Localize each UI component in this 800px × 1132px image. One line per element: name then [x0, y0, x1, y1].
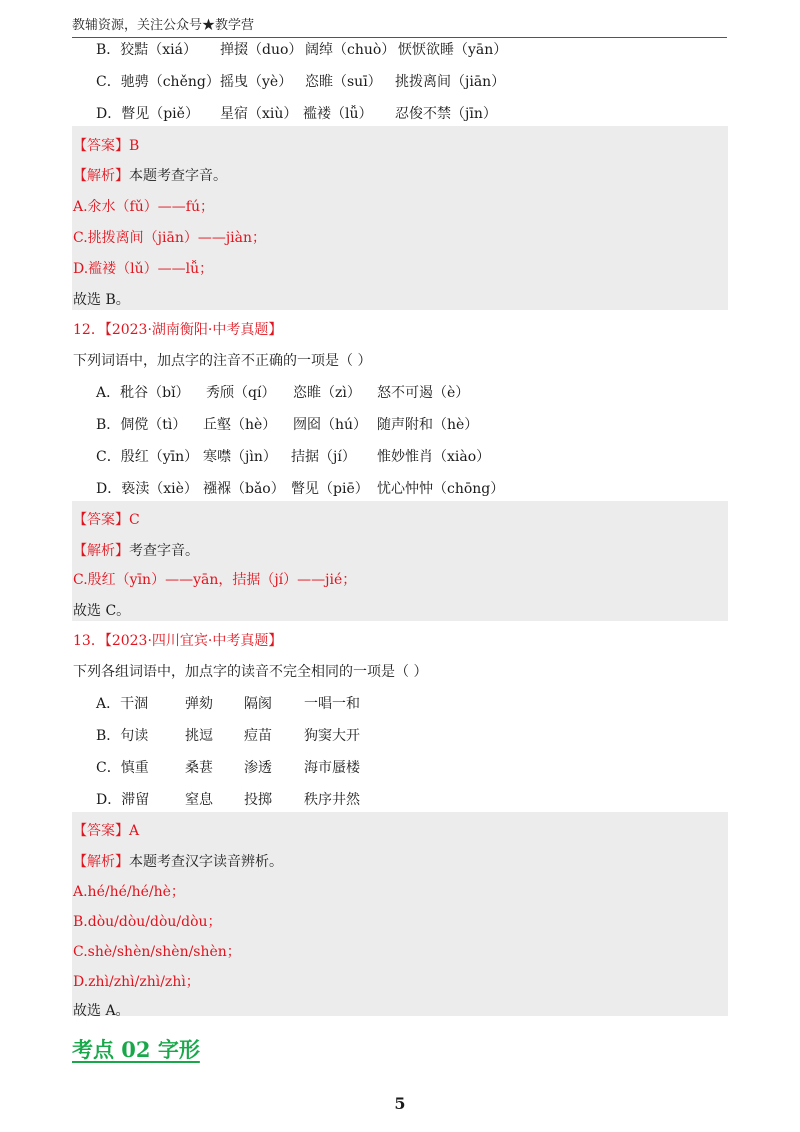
q12-number: 12．	[73, 322, 105, 338]
q13-analysis	[73, 851, 283, 871]
q11-option-b-word-1: B．狡黠（xiá）	[96, 42, 198, 58]
q12-option-a-word-2: 秀颀（qí）	[206, 385, 276, 401]
q11-answer-box	[72, 126, 728, 310]
q13-analysis-line-2: B.dòu/dòu/dòu/dòu；	[73, 914, 222, 930]
q12-analysis-label: 【解析】	[73, 543, 129, 559]
q11-answer: 【答案】B	[73, 138, 140, 154]
q12-option-c-word-3: 拮据（jí）	[291, 449, 356, 465]
q13-option-b-word-2: 挑逗	[185, 728, 213, 744]
q13-stem: 下列各组词语中，加点字的读音不完全相同的一项是（ ）	[73, 664, 428, 680]
q12-conclusion: 故选 C。	[73, 603, 131, 619]
q12-option-d-word-3: 瞥见（piē）	[291, 481, 369, 497]
q13-option-c-word-3: 渗透	[244, 760, 272, 776]
q13-option-c-word-4: 海市蜃楼	[304, 760, 360, 776]
q12-option-a-word-1: A．秕谷（bǐ）	[96, 385, 190, 401]
q12-analysis-line-1: C.殷红（yīn）——yān，拮据（jí）——jié；	[73, 572, 357, 588]
q13-analysis-line-4: D.zhì/zhì/zhì/zhì；	[73, 974, 200, 990]
q12-answer: 【答案】C	[73, 512, 140, 528]
q11-option-c-word-3: 恣睢（suī）	[305, 74, 382, 90]
q13-option-d-word-2: 窒息	[185, 792, 213, 808]
q13-answer: 【答案】A	[73, 823, 140, 839]
q12-option-a-word-3: 恣睢（zì）	[293, 385, 361, 401]
q13-option-b-word-1: B．句读	[96, 728, 149, 744]
q13-source: 【2023·四川宜宾·中考真题】	[104, 633, 283, 649]
q12-option-d-word-2: 襁褓（bǎo）	[203, 481, 285, 497]
q12-option-d-word-1: D．亵渎（xiè）	[96, 481, 198, 497]
q12-option-a-word-4: 怒不可遏（è）	[377, 385, 470, 401]
q12-option-c-word-2: 寒噤（jìn）	[203, 449, 277, 465]
q11-analysis-text: 本题考查字音。	[129, 168, 227, 184]
q12-option-c-word-4: 惟妙惟肖（xiào）	[377, 449, 491, 465]
q11-analysis-label: 【解析】	[73, 168, 129, 184]
q12-source: 【2023·湖南衡阳·中考真题】	[104, 322, 283, 338]
section-heading: 考点 02 字形	[72, 1037, 200, 1062]
q13-option-a-word-2: 弹劾	[185, 696, 213, 712]
q11-option-c-word-4: 挑拨离间（jiān）	[395, 74, 506, 90]
q11-option-d-word-3: 褴褛（lǚ）	[303, 106, 373, 122]
q11-option-b-word-4: 恹恹欲睡（yān）	[398, 42, 508, 58]
q13-analysis-label: 【解析】	[73, 854, 129, 870]
q11-conclusion: 故选 B。	[73, 292, 130, 308]
q12-analysis-text: 考查字音。	[129, 543, 199, 559]
q13-heading	[73, 630, 282, 650]
q13-option-b-word-3: 痘苗	[244, 728, 272, 744]
q11-option-c-word-1: C．驰骋（chěng）	[96, 74, 220, 90]
q11-option-d-word-2: 星宿（xiù）	[220, 106, 298, 122]
q13-option-d-word-3: 投掷	[244, 792, 272, 808]
q12-stem: 下列词语中，加点字的注音不正确的一项是（ ）	[73, 353, 372, 369]
q13-option-c-word-2: 桑葚	[185, 760, 213, 776]
q12-option-b-word-3: 囫囵（hú）	[293, 417, 368, 433]
q11-option-b-word-2: 掸掇（duo）	[220, 42, 303, 58]
q12-option-d-word-4: 忧心忡忡（chōng）	[377, 481, 505, 497]
q13-option-b-word-4: 狗窦大开	[304, 728, 360, 744]
q13-option-d-word-1: D．滞留	[96, 792, 150, 808]
q12-answer-box	[72, 501, 728, 621]
page-header: 教辅资源，关注公众号★教学营	[72, 14, 727, 38]
q13-analysis-line-3: C.shè/shèn/shèn/shèn；	[73, 944, 241, 960]
q11-analysis-line-2: C.挑拨离间（jiān）——jiàn；	[73, 230, 267, 246]
q11-option-c-word-2: 摇曳（yè）	[220, 74, 293, 90]
q12-option-b-word-1: B．倜傥（tì）	[96, 417, 187, 433]
q13-analysis-line-1: A.hé/hé/hé/hè；	[73, 884, 185, 900]
q11-option-b-word-3: 阔绰（chuò）	[305, 42, 396, 58]
q11-option-d-word-1: D．瞥见（piě）	[96, 106, 199, 122]
page-number: 5	[394, 1094, 406, 1113]
q13-option-a-word-3: 隔阂	[244, 696, 272, 712]
q12-option-c-word-1: C．殷红（yīn）	[96, 449, 199, 465]
q11-analysis-line-3: D.褴褛（lǔ）——lǚ；	[73, 261, 214, 277]
q13-option-c-word-1: C．慎重	[96, 760, 149, 776]
q12-heading	[73, 319, 282, 339]
q12-option-b-word-4: 随声附和（hè）	[377, 417, 479, 433]
q13-option-d-word-4: 秩序井然	[304, 792, 360, 808]
q13-option-a-word-4: 一唱一和	[304, 696, 360, 712]
q12-analysis	[73, 540, 199, 560]
q13-option-a-word-1: A．干涸	[96, 696, 149, 712]
q13-number: 13．	[73, 633, 105, 649]
q12-option-b-word-2: 丘壑（hè）	[203, 417, 277, 433]
q11-option-d-word-4: 忍俊不禁（jīn）	[395, 106, 497, 122]
q11-analysis	[73, 165, 227, 185]
q13-analysis-text: 本题考查汉字读音辨析。	[129, 854, 283, 870]
q11-analysis-line-1: A.氽水（fǔ）——fú；	[73, 199, 214, 215]
q13-conclusion: 故选 A。	[73, 1003, 130, 1019]
